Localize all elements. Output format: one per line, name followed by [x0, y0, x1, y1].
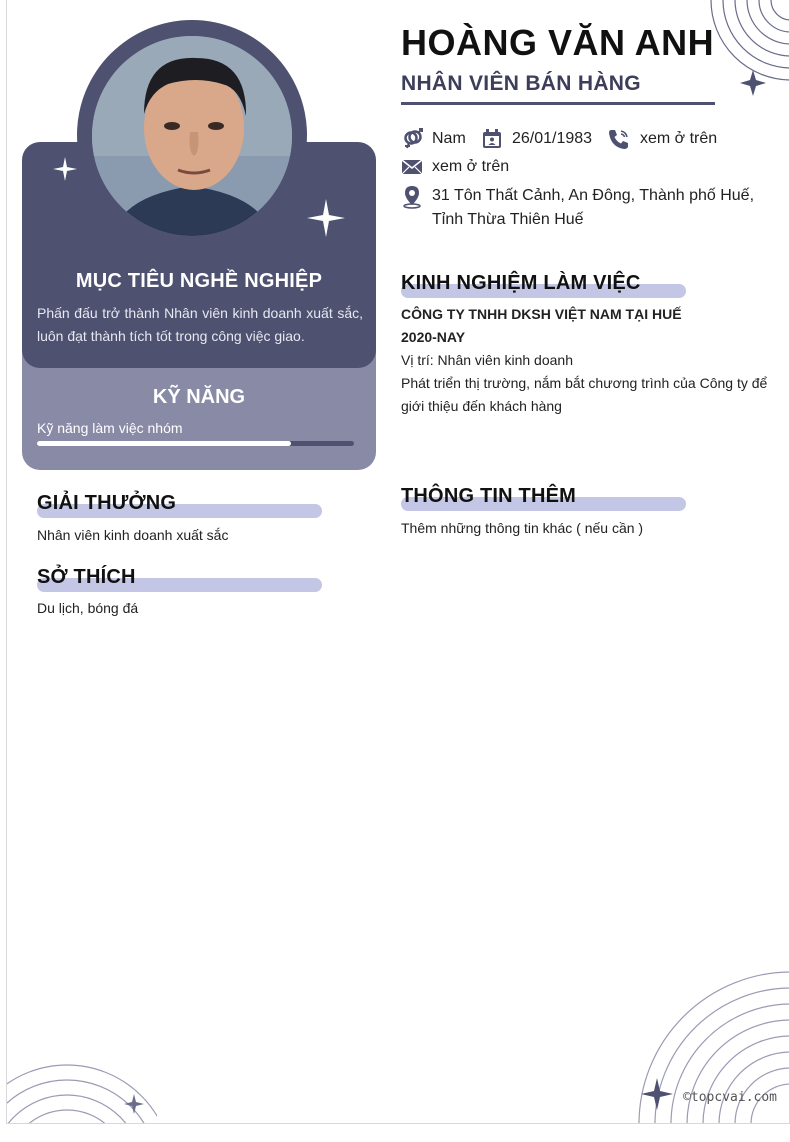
address-line-1: 31 Tôn Thất Cảnh, An Đông, Thành phố Huế,	[432, 187, 755, 204]
hobbies-title: SỞ THÍCH	[37, 566, 136, 588]
skill-name: Kỹ năng làm việc nhóm	[37, 420, 183, 436]
title-underline	[401, 102, 715, 105]
watermark: ©topcvai.com	[683, 1090, 777, 1105]
work-description: Phát triển thị trường, nắm bắt chương trình của Công ty để giới thiệu đến khách hàng	[401, 375, 768, 414]
company-name: CÔNG TY TNHH DKSH VIỆT NAM TẠI HUẾ	[401, 306, 682, 322]
extra-info-heading	[401, 485, 576, 508]
address-line-2: Tỉnh Thừa Thiên Huế	[432, 211, 584, 228]
full-name: HOÀNG VĂN ANH	[401, 22, 715, 63]
job-title: NHÂN VIÊN BÁN HÀNG	[401, 72, 641, 95]
profile-photo	[92, 36, 292, 236]
arc-decoration-top-right	[707, 0, 790, 110]
experience-title: KINH NGHIỆM LÀM VIỆC	[401, 272, 641, 294]
work-position: Vị trí: Nhân viên kinh doanh	[401, 352, 573, 368]
birthday-field	[481, 128, 592, 150]
awards-title: GIẢI THƯỞNG	[37, 492, 177, 514]
calendar-icon	[481, 128, 503, 150]
email-value: xem ở trên	[432, 158, 510, 175]
hobbies-text: Du lịch, bóng đá	[37, 600, 139, 616]
avatar	[92, 36, 292, 236]
gender-icon	[401, 128, 423, 150]
skills-title: KỸ NĂNG	[152, 386, 246, 408]
awards-heading	[37, 492, 176, 515]
awards-text: Nhân viên kinh doanh xuất sắc	[37, 527, 229, 543]
email-field	[401, 156, 509, 178]
skill-level-bar	[37, 441, 354, 446]
sparkle-icon	[306, 198, 346, 238]
address-field	[401, 184, 754, 232]
skill-level-fill	[37, 441, 291, 446]
arc-decoration-bottom-left	[7, 1060, 157, 1124]
sparkle-icon	[52, 156, 78, 182]
phone-icon	[607, 128, 631, 150]
envelope-icon	[401, 156, 423, 178]
cv-page	[6, 0, 790, 1124]
map-pin-icon	[401, 185, 423, 209]
phone-value: xem ở trên	[640, 130, 718, 147]
birthday-value: 26/01/1983	[512, 130, 593, 147]
objective-text: Phấn đấu trở thành Nhân viên kinh doanh xuất sắc, luôn đạt thành tích tốt trong công việc giao.	[37, 305, 363, 344]
extra-info-text: Thêm những thông tin khác ( nếu cần )	[401, 520, 644, 536]
gender-field	[401, 128, 466, 150]
hobbies-heading	[37, 566, 136, 589]
objective-title: MỤC TIÊU NGHỀ NGHIỆP	[75, 270, 323, 292]
work-period: 2020-NAY	[401, 329, 466, 345]
experience-heading	[401, 272, 641, 295]
gender-value: Nam	[432, 130, 466, 147]
phone-field	[607, 128, 717, 150]
extra-info-title: THÔNG TIN THÊM	[401, 485, 577, 507]
